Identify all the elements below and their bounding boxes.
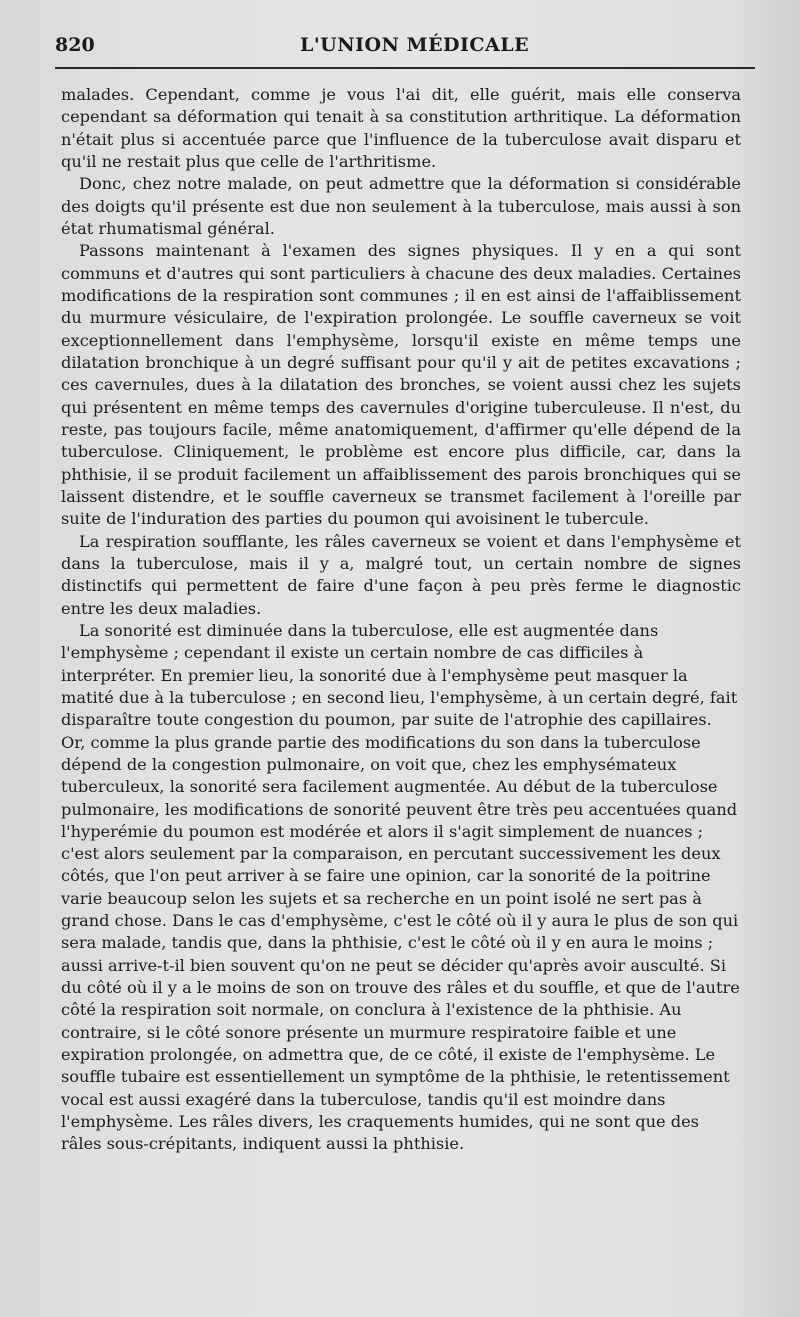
paragraph: La sonorité est diminuée dans la tuberculose, elle est augmentée dans l'emphysème ; cependant il existe un certain nombre de cas difficiles à interpréter. En premier lieu, la sonorité due à l'emphysème peut masquer la matité due à la tuberculose ; en second lieu, l'emphysème, à un certain degré, fait disparaître toute congestion du poumon, par suite de l'atrophie des capillaires. Or, comme la plus grande partie des modifications du son dans la tuberculose dépend de la congestion pulmonaire, on voit que, chez les emphysémateux tuberculeux, la sonorité sera facilement augmentée. Au début de la tuberculose pulmonaire, les modifications de sonorité peuvent être très peu accentuées quand l'hyperémie du poumon est modérée et alors il s'agit simplement de nuances ; c'est alors seulement par la comparaison, en percutant successivement les deux côtés, que l'on peut arriver à se faire une opinion, car la sonorité de la poitrine varie beaucoup selon les sujets et sa recherche en un point isolé ne sert pas à grand chose. Dans le cas d'emphysème, c'est le côté où il y aura le plus de son qui sera malade, tandis que, dans la phthisie, c'est le côté où il y en aura le moins ; aussi arrive-t-il bien souvent qu'on ne peut se décider qu'après avoir ausculté. Si du côté où il y a le moins de son on trouve des râles et du souffle, et que de l'autre côté la respiration soit normale, on conclura à l'existence de la phthisie. Au contraire, si le côté sonore présente un murmure respiratoire faible et une expiration prolongée, on admettra que, de ce côté, il existe de l'emphysème. Le souffle tubaire est essentiellement un symptôme de la phthisie, le retentissement vocal est aussi exagéré dans la tuberculose, tandis qu'il est moindre dans l'emphysème. Les râles divers, les craquements humides, qui ne sont que des râles sous-crépitants, indiquent aussi la phthisie. <box>61 620 740 1154</box>
paragraph: La respiration soufflante, les râles caverneux se voient et dans l'emphysème et dans la tuberculose, mais il y a, malgré tout, un certain nombre de signes distinctifs qui permettent de faire d'une façon à peu près ferme le diagnostic entre les deux maladies. <box>61 531 741 618</box>
page-number: 820 <box>55 34 95 56</box>
paragraph: malades. Cependant, comme je vous l'ai dit, elle guérit, mais elle conserva cependant sa déformation qui tenait à sa constitution arthritique. La déformation n'était plus si accentuée parce que l'influence de la tuberculose avait disparu et qu'il ne restait plus que celle de l'arthritisme. <box>61 85 741 171</box>
running-title: L'UNION MÉDICALE <box>300 34 530 56</box>
article-body <box>61 84 741 1156</box>
page-header <box>55 34 750 60</box>
header-rule <box>55 67 755 69</box>
paragraph: Passons maintenant à l'examen des signes physiques. Il y en a qui sont communs et d'autres qui sont particuliers à chacune des deux maladies. Certaines modifications de la respiration sont communes ; il en est ainsi de l'affaiblissement du murmure vésiculaire, de l'expiration prolongée. Le souffle caverneux se voit exceptionnellement dans l'emphysème, lorsqu'il existe en même temps une dilatation bronchique à un degré suffisant pour qu'il y ait de petites excavations ; ces cavernules, dues à la dilatation des bronches, se voient aussi chez les sujets qui présentent en même temps des cavernules d'origine tuberculeuse. Il n'est, du reste, pas toujours facile, même anatomiquement, d'affirmer qu'elle dépend de la tuberculose. Cliniquement, le problème est encore plus difficile, car, dans la phthisie, il se produit facilement un affaiblissement des parois bronchiques qui se laissent distendre, et le souffle caverneux se transmet facilement à l'oreille par suite de l'induration des parties du poumon qui avoisinent le tubercule. <box>61 241 741 529</box>
paragraph: Donc, chez notre malade, on peut admettre que la déformation si considérable des doigts qu'il présente est due non seulement à la tuberculose, mais aussi à son état rhumatismal général. <box>61 174 741 238</box>
